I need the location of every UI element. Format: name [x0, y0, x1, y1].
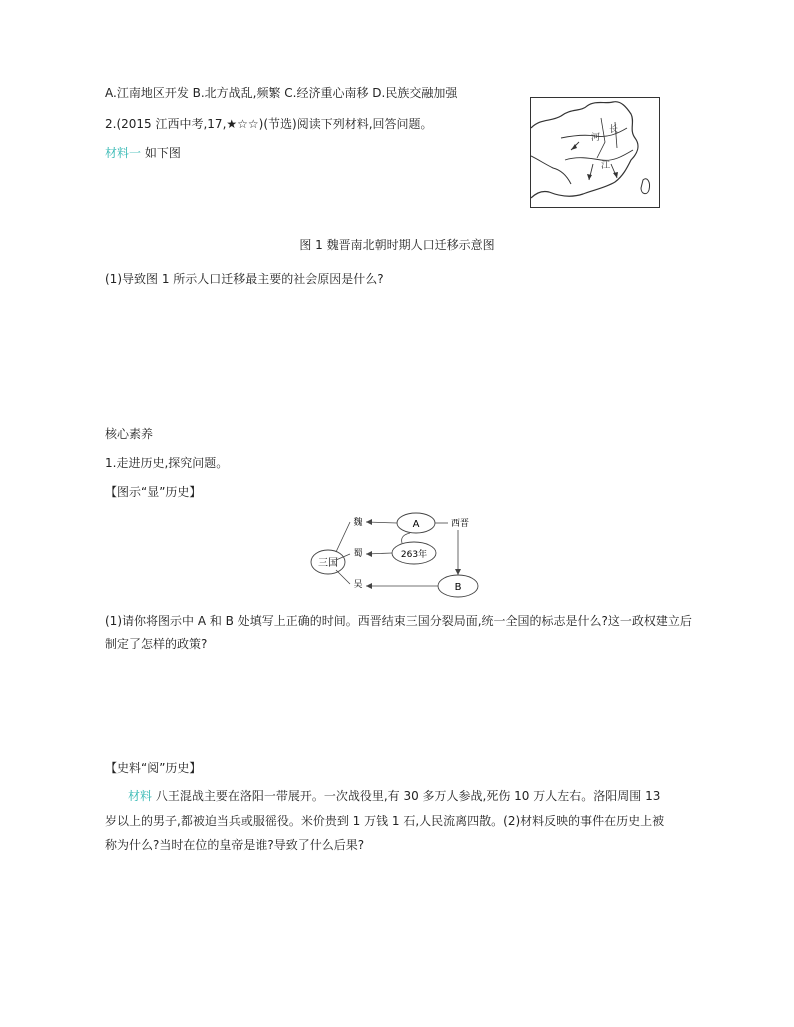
- label-xijin: 西晋: [450, 519, 470, 529]
- migration-map: [530, 97, 660, 208]
- core-title: 核心素养: [105, 427, 154, 441]
- material-one-text: 如下图: [141, 146, 181, 160]
- q2-header: 2.(2015 江西中考,17,★☆☆)(节选)阅读下列材料,回答问题。: [105, 117, 433, 131]
- material-paragraph-line3: 称为什么?当时在位的皇帝是谁?导致了什么后果?: [105, 838, 365, 852]
- map-sketch: [531, 98, 660, 208]
- label-wu: 吴: [353, 580, 363, 590]
- material-one-label: 材料一: [105, 146, 142, 160]
- core-q1-line1: (1)请你将图示中 A 和 B 处填写上正确的时间。西晋结束三国分裂局面,统一全国的标志是什么?这一政权建立后: [105, 614, 692, 628]
- label-wei: 魏: [353, 518, 363, 528]
- figure-caption: 图 1 魏晋南北朝时期人口迁移示意图: [299, 238, 495, 252]
- label-263: 263年: [400, 550, 428, 560]
- material-one: [105, 145, 181, 161]
- map-label-chang: 长: [609, 125, 619, 135]
- three-kingdoms-diagram: [310, 508, 490, 600]
- material-paragraph-line1: [128, 788, 660, 804]
- material-paragraph-line2: 岁以上的男子,都被迫当兵或服徭役。米价贵到 1 万钱 1 石,人民流离四散。(2)材料反映的事件在历史上被: [105, 814, 665, 828]
- material-text: 八王混战主要在洛阳一带展开。一次战役里,有 30 多万人参战,死伤 10 万人左右。洛阳周围 13: [152, 789, 661, 803]
- diagram-svg: [310, 508, 490, 600]
- map-label-jiang: 江: [601, 161, 611, 171]
- q1-options: A.江南地区开发 B.北方战乱,频繁 C.经济重心南移 D.民族交融加强: [105, 86, 458, 100]
- label-b: B: [454, 582, 462, 593]
- q2-sub1: (1)导致图 1 所示人口迁移最主要的社会原因是什么?: [105, 272, 384, 286]
- section-sources-title: 【史料“阅”历史】: [105, 761, 202, 775]
- label-shu: 蜀: [353, 549, 363, 559]
- label-a: A: [412, 519, 420, 530]
- core-q1-line2: 制定了怎样的政策?: [105, 637, 208, 651]
- label-sanguo: 三国: [318, 558, 338, 569]
- map-label-he: 河: [591, 133, 601, 143]
- material-label: 材料: [128, 789, 153, 803]
- section-diagram-title: 【图示“显”历史】: [105, 485, 202, 499]
- core-item1: 1.走进历史,探究问题。: [105, 456, 229, 470]
